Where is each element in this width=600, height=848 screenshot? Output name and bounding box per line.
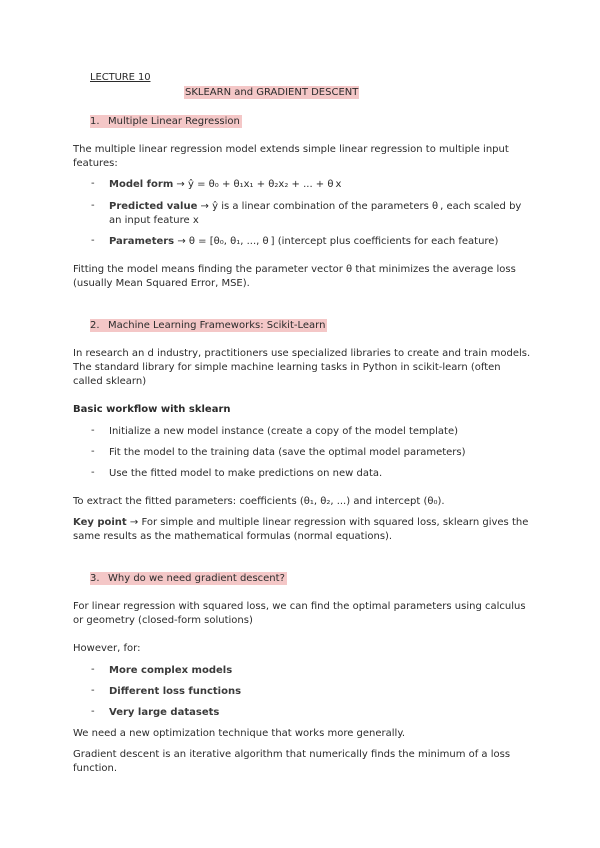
bullet-dash: - [91, 235, 95, 246]
bullet-dash: - [91, 706, 95, 717]
section-number: 2. [90, 320, 100, 331]
bullet-dash: - [91, 200, 95, 211]
paragraph: We need a new optimization technique that works more generally. [73, 728, 406, 739]
bullet-dash: - [91, 178, 95, 189]
key-point [73, 516, 533, 544]
bullet-body: → ŷ = θ₀ + θ₁x₁ + θ₂x₂ + ... + θ x [173, 179, 342, 190]
paragraph: For linear regression with squared loss, we can find the optimal parameters using calculus or geometry (closed-form solutions) [73, 601, 526, 626]
section-title: Why do we need gradient descent? [108, 573, 285, 584]
bullet-term: Predicted value [109, 201, 198, 212]
list-item: Use the fitted model to make predictions on new data. [109, 468, 383, 479]
page-title: SKLEARN and GRADIENT DESCENT [185, 87, 359, 98]
paragraph: However, for: [73, 643, 141, 654]
list-item [109, 178, 529, 192]
section-number: 1. [90, 116, 100, 127]
lecture-label: LECTURE 10 [90, 72, 151, 83]
list-item: More complex models [109, 665, 233, 676]
section-heading-2 [90, 319, 327, 332]
paragraph: Gradient descent is an iterative algorithm that numerically finds the minimum of a loss function. [73, 749, 511, 774]
key-point-term: Key point [73, 517, 127, 528]
paragraph: The multiple linear regression model extends simple linear regression to multiple input features: [73, 144, 509, 169]
key-point-body: → For simple and multiple linear regression with squared loss, sklearn gives the same results as the mathematical formulas (normal equations). [73, 517, 529, 542]
list-item: Very large datasets [109, 707, 220, 718]
workflow-heading: Basic workflow with sklearn [73, 404, 231, 415]
list-item: Different loss functions [109, 686, 242, 697]
bullet-dash: - [91, 685, 95, 696]
bullet-term: Model form [109, 179, 174, 190]
paragraph: To extract the fitted parameters: coefficients (θ₁, θ₂, ...) and intercept (θ₀). [73, 496, 445, 507]
section-heading-3 [90, 572, 287, 585]
section-heading-1 [90, 115, 242, 128]
bullet-dash: - [91, 664, 95, 675]
paragraph: Fitting the model means finding the parameter vector θ that minimizes the average loss (usually Mean Squared Error, MSE). [73, 264, 516, 289]
list-item [109, 200, 529, 228]
bullet-dash: - [91, 446, 95, 457]
section-number: 3. [90, 573, 100, 584]
bullet-dash: - [91, 467, 95, 478]
bullet-term: Parameters [109, 236, 175, 247]
list-item: Fit the model to the training data (save the optimal model parameters) [109, 447, 466, 458]
bullet-body: → θ = [θ₀, θ₁, ..., θ ] (intercept plus coefficients for each feature) [174, 236, 499, 247]
list-item [109, 235, 529, 249]
bullet-dash: - [91, 425, 95, 436]
section-title: Multiple Linear Regression [108, 116, 240, 127]
section-title: Machine Learning Frameworks: Scikit-Learn [108, 320, 326, 331]
paragraph: In research an d industry, practitioners use specialized libraries to create and train models. The standard library for simple machine learning tasks in Python in scikit-learn (often called sklearn) [73, 348, 531, 387]
bullet-body: → ŷ is a linear combination of the parameters θ , each scaled by an input feature x [109, 201, 522, 226]
list-item: Initialize a new model instance (create a copy of the model template) [109, 426, 458, 437]
